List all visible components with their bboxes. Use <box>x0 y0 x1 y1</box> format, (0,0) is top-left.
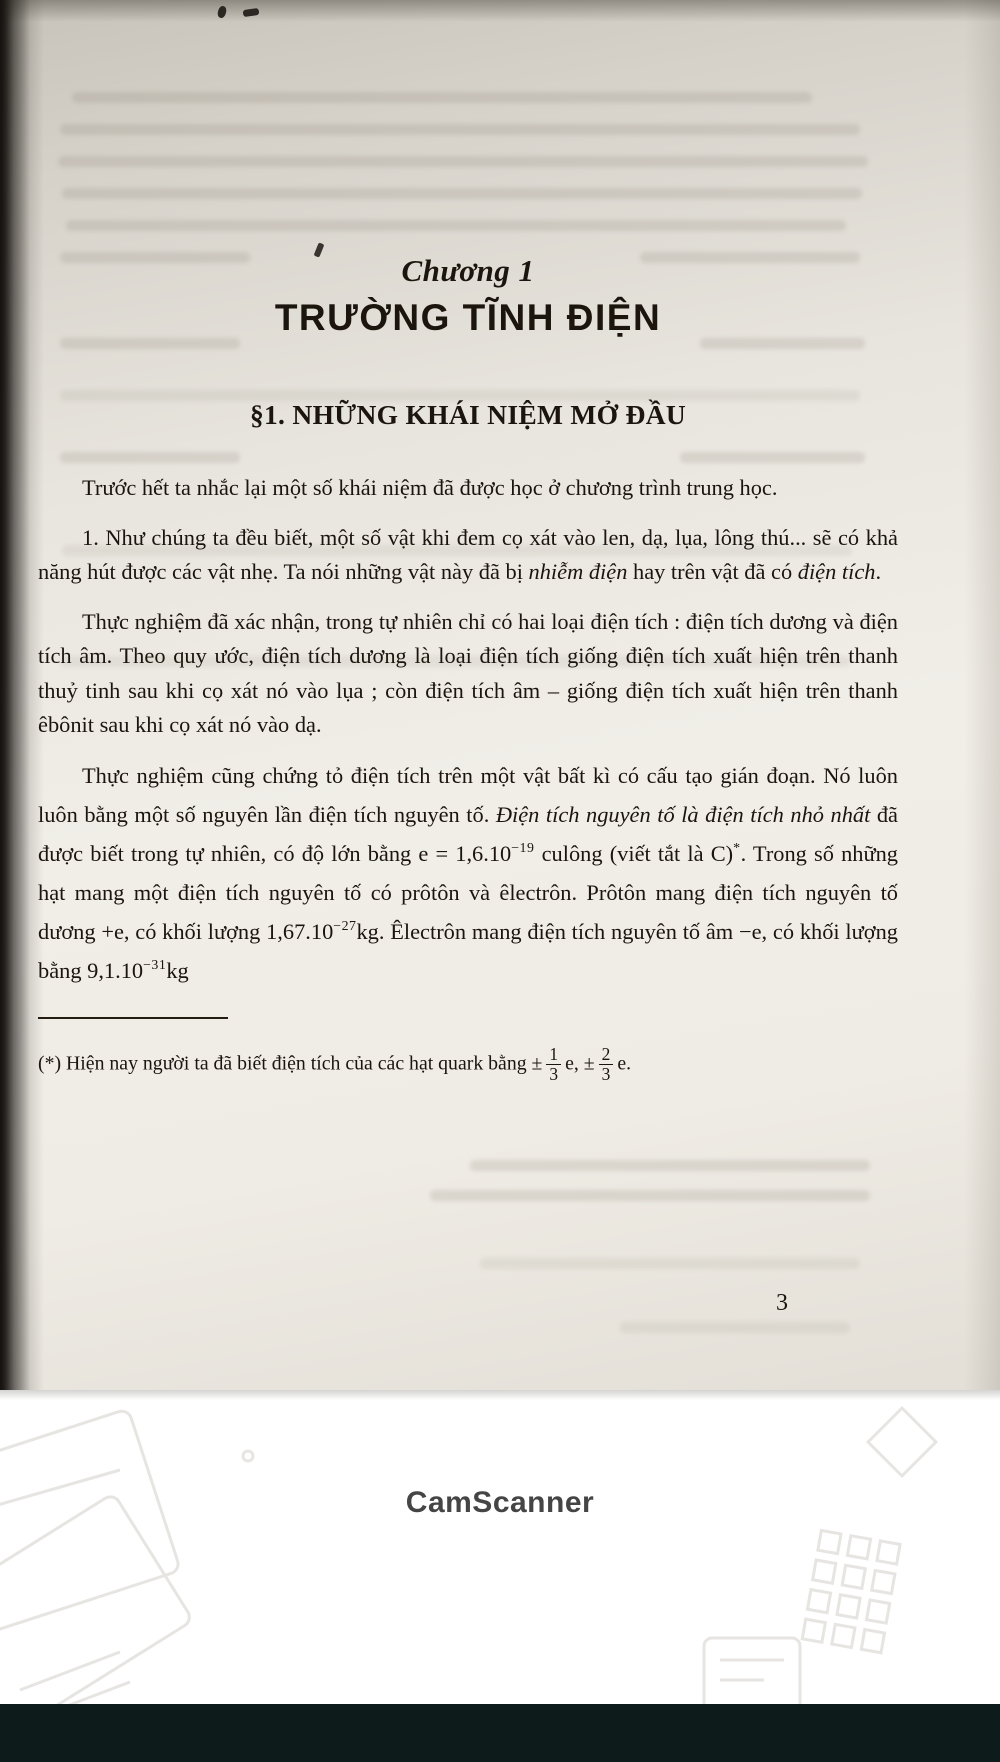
bleed-through-mark <box>430 1190 870 1201</box>
paragraph-electrification: 1. Như chúng ta đều biết, một số vật khi đem cọ xát vào len, dạ, lụa, lông thú... sẽ có khả năng hút được các vật nhẹ. Ta nói những vật này đã bị nhiễm điện hay trên vật đã có điện tích. <box>38 524 898 585</box>
section-heading: §1. NHỮNG KHÁI NIỆM MỞ ĐẦU <box>249 399 687 431</box>
paragraph-intro: Trước hết ta nhắc lại một số khái niệm đã được học ở chương trình trung học. <box>82 475 778 501</box>
footnote-separator <box>38 1017 228 1019</box>
paragraph-charge-types: Thực nghiệm đã xác nhận, trong tự nhiên chỉ có hai loại điện tích : điện tích dương và điện tích âm. Theo quy ước, điện tích dương là loại điện tích giống điện tích xuất hiện trên thanh thuỷ tinh sau khi cọ xát nó vào lụa ; còn điện tích âm – giống điện tích xuất hiện trên thanh êbônit sau khi cọ xát nó vào dạ. <box>38 608 898 738</box>
bottom-bar <box>0 1704 1000 1762</box>
chapter-label: Chương 1 <box>401 253 535 288</box>
page-text <box>38 0 898 1085</box>
bleed-through-mark <box>620 1322 850 1333</box>
page-number: 3 <box>776 1290 788 1316</box>
chapter-title: TRƯỜNG TĨNH ĐIỆN <box>274 297 662 339</box>
bleed-through-mark <box>470 1160 870 1171</box>
footnote-quark-charge: (*) Hiện nay người ta đã biết điện tích của các hạt quark bằng ± $\frac{1}{3}$ e, ± $\frac{2}{3}$ e. <box>38 1043 632 1085</box>
scanner-footer <box>0 1390 1000 1762</box>
bleed-through-mark <box>480 1258 860 1269</box>
paragraph-elementary-charge: Thực nghiệm cũng chứng tỏ điện tích trên một vật bất kì có cấu tạo gián đoạn. Nó luôn luôn bằng một số nguyên lần điện tích nguyên tố. Điện tích nguyên tố là điện tích nhỏ nhất đã được biết trong tự nhiên, có độ lớn bằng $e = 1,6.10^{-19}$ culông (viết tắt là C)*. Trong số những hạt mang một điện tích nguyên tố có prôtôn và êlectrôn. Prôtôn mang điện tích nguyên tố dương +e, có khối lượng $1,67.10^{-27}kg$. Êlectrôn mang điện tích nguyên tố âm −e, có khối lượng bằng $9,1.10^{-31}kg$ <box>38 762 899 983</box>
camscanner-watermark: CamScanner <box>405 1486 595 1519</box>
book-gutter-shadow <box>0 0 30 1390</box>
